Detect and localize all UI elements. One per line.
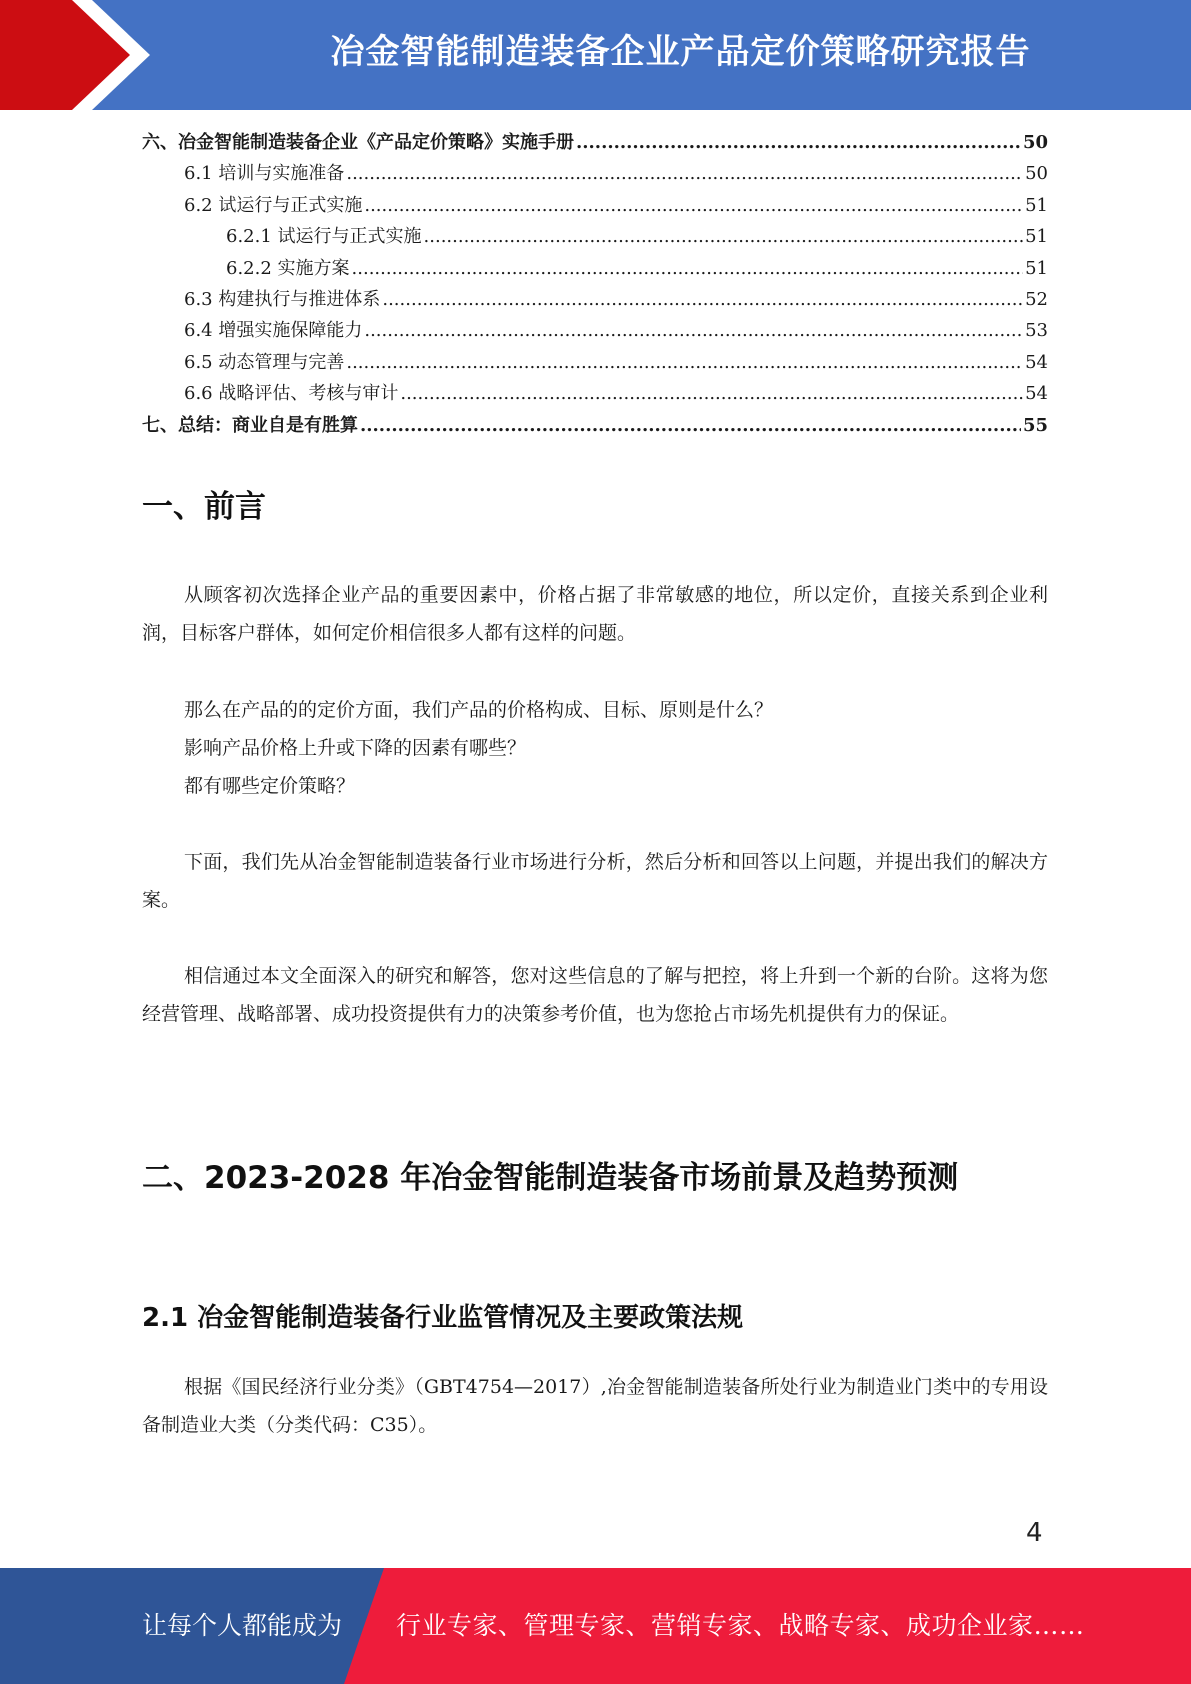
footer-slogan-right: 行业专家、管理专家、营销专家、战略专家、成功企业家…… bbox=[396, 1611, 1085, 1640]
page-number: 4 bbox=[1026, 1518, 1043, 1548]
toc-entry-page: 53 bbox=[1025, 320, 1048, 342]
toc-entry-page: 55 bbox=[1022, 414, 1048, 436]
paragraph: 从顾客初次选择企业产品的重要因素中，价格占据了非常敏感的地位，所以定价，直接关系到企业利润，目标客户群体，如何定价相信很多人都有这样的问题。 bbox=[142, 584, 1048, 644]
footer-slogan-left: 让每个人都能成为 bbox=[142, 1611, 343, 1640]
subsection-heading: 2.1 冶金智能制造装备行业监管情况及主要政策法规 bbox=[142, 1303, 744, 1333]
toc-entry[interactable] bbox=[142, 128, 1048, 159]
table-of-contents bbox=[142, 128, 1048, 442]
toc-leader-dots bbox=[360, 415, 1021, 436]
toc-entry-page: 50 bbox=[1025, 163, 1048, 185]
toc-entry-page: 54 bbox=[1025, 383, 1048, 405]
report-header-banner bbox=[0, 0, 1191, 110]
toc-leader-dots bbox=[364, 195, 1023, 216]
paragraph: 下面，我们先从冶金智能制造装备行业市场进行分析，然后分析和回答以上问题，并提出我们的解决方案。 bbox=[142, 851, 1048, 911]
section-heading-preface: 一、前言 bbox=[142, 489, 266, 525]
toc-leader-dots bbox=[352, 258, 1024, 279]
toc-entry[interactable] bbox=[142, 254, 1048, 285]
toc-entry-page: 52 bbox=[1025, 288, 1048, 310]
toc-entry-page: 54 bbox=[1025, 351, 1048, 373]
toc-entry-label: 6.1 培训与实施准备 bbox=[184, 163, 345, 185]
toc-entry[interactable] bbox=[142, 285, 1048, 316]
toc-entry-label: 6.2.1 试运行与正式实施 bbox=[226, 226, 422, 248]
toc-entry-label: 6.2 试运行与正式实施 bbox=[184, 194, 363, 216]
toc-entry-label: 6.5 动态管理与完善 bbox=[184, 351, 345, 373]
question-line: 都有哪些定价策略？ bbox=[184, 775, 356, 797]
toc-entry[interactable] bbox=[142, 379, 1048, 410]
toc-leader-dots bbox=[346, 163, 1023, 184]
toc-entry-page: 51 bbox=[1025, 194, 1048, 216]
toc-entry-label: 6.3 构建执行与推进体系 bbox=[184, 288, 381, 310]
toc-leader-dots bbox=[400, 383, 1023, 404]
footer-banner bbox=[0, 1568, 1191, 1684]
question-line: 那么在产品的的定价方面，我们产品的价格构成、目标、原则是什么？ bbox=[184, 699, 774, 721]
toc-entry[interactable] bbox=[142, 191, 1048, 222]
toc-leader-dots bbox=[576, 132, 1021, 153]
toc-entry-page: 51 bbox=[1025, 257, 1048, 279]
toc-entry-page: 51 bbox=[1025, 226, 1048, 248]
toc-leader-dots bbox=[424, 226, 1024, 247]
toc-entry[interactable] bbox=[142, 348, 1048, 379]
paragraph: 相信通过本文全面深入的研究和解答，您对这些信息的了解与把控，将上升到一个新的台阶。这将为您经营管理、战略部署、成功投资提供有力的决策参考价值，也为您抢占市场先机提供有力的保证。 bbox=[142, 965, 1048, 1025]
question-line: 影响产品价格上升或下降的因素有哪些？ bbox=[184, 737, 527, 759]
toc-leader-dots bbox=[364, 320, 1023, 341]
section-heading-market: 二、2023-2028 年冶金智能制造装备市场前景及趋势预测 bbox=[142, 1160, 959, 1196]
toc-entry-label: 6.4 增强实施保障能力 bbox=[184, 320, 363, 342]
toc-entry-page: 50 bbox=[1022, 132, 1048, 153]
toc-leader-dots bbox=[346, 352, 1023, 373]
toc-leader-dots bbox=[382, 289, 1023, 310]
toc-entry-label: 6.6 战略评估、考核与审计 bbox=[184, 383, 399, 405]
toc-entry[interactable] bbox=[142, 411, 1048, 442]
toc-entry[interactable] bbox=[142, 316, 1048, 347]
toc-entry[interactable] bbox=[142, 159, 1048, 190]
report-title: 冶金智能制造装备企业产品定价策略研究报告 bbox=[330, 32, 1031, 72]
toc-entry-label: 6.2.2 实施方案 bbox=[226, 257, 350, 279]
toc-entry-label: 七、总结：商业自是有胜算 bbox=[142, 414, 358, 436]
toc-entry[interactable] bbox=[142, 222, 1048, 253]
paragraph: 根据《国民经济行业分类》（GBT4754—2017）,冶金智能制造装备所处行业为制造业门类中的专用设备制造业大类（分类代码：C35）。 bbox=[142, 1376, 1048, 1436]
toc-entry-label: 六、冶金智能制造装备企业《产品定价策略》实施手册 bbox=[142, 132, 574, 153]
